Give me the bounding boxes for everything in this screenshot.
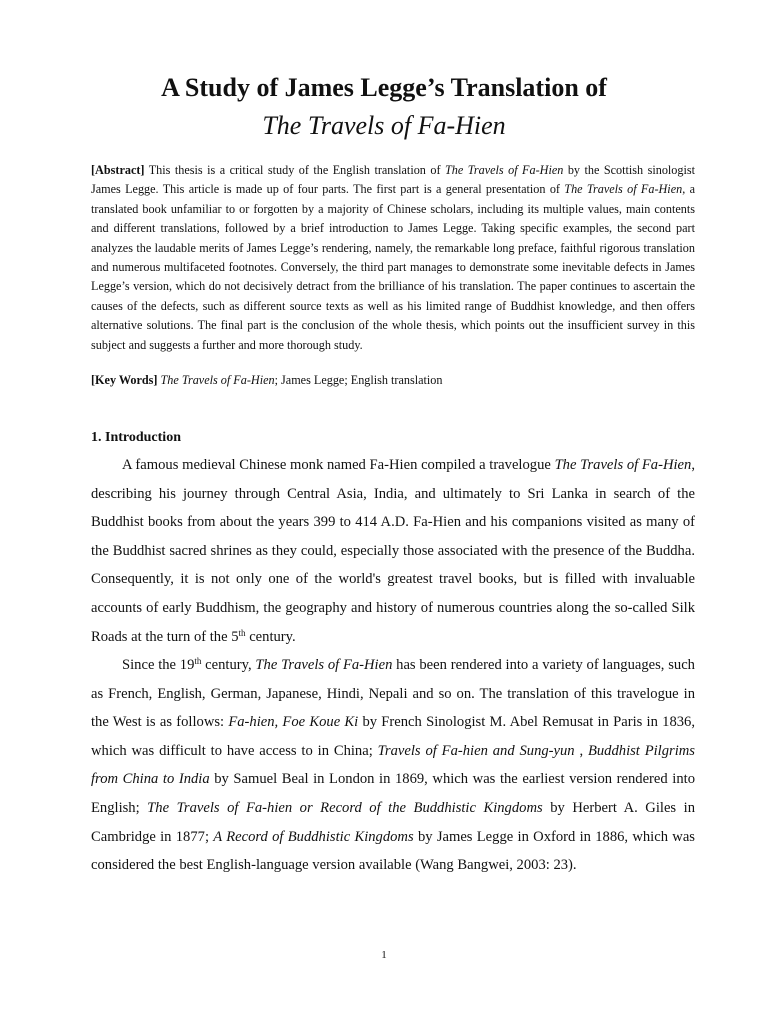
abstract-label: [Abstract] [91, 163, 145, 177]
abstract-title-ref: The Travels of Fa-Hien [564, 182, 683, 197]
body-text: , describing his journey through Central Asia, India, and ultimately to Sri Lanka in search of the Buddhist books from about the years 399 to 414 A.D. Fa-Hien and his companions visited as many of the Buddhist sacred shrines as they could, especially those associated with the presence of the Buddha. Consequently, it is not only one of the world's greatest travel books, but is filled with invaluable accounts of early Buddhism, the geography and history of numerous countries along the so-called Silk Roads at the turn of the 5 [91, 457, 695, 645]
abstract-text: by the Scottish sinologist James Legge. This article is made up of four parts. The first part is a general presentation of [91, 163, 695, 197]
body-text: Since the 19 [122, 657, 195, 673]
abstract-text: , a translated book unfamiliar to or forgotten by a majority of Chinese scholars, including its multiple values, main contents and different translations, followed by a brief introduction to James Legge. Taking specific examples, the second part analyzes the laudable merits of James Legge’s rendering, namely, the remarkable long preface, faithful rigorous translation and numerous multifaceted footnotes. Conversely, the third part manages to demonstrate some inevitable defects in James Legge’s version, which do not decisively detract from the brilliance of his translation. The paper continues to ascertain the causes of the defects, such as different source texts as well as his limited range of Buddhist knowledge, and then offers alternative solutions. The final part is the conclusion of the whole thesis, which points out the insufficient survey in this subject and suggests a further and more thorough study. [91, 182, 695, 352]
body-text: by James Legge in Oxford in 1886, which was considered the best English-language version available (Wang Bangwei, 2003: 23). [91, 828, 695, 874]
ordinal-superscript: th [238, 627, 246, 638]
body-text: century. [245, 628, 296, 645]
abstract-text: This thesis is a critical study of the English translation of [144, 163, 445, 177]
keywords-title-ref: The Travels of Fa-Hien [157, 373, 275, 387]
abstract-paragraph [91, 161, 695, 355]
book-title-ref: Buddhist Pilgrims from China to India [91, 742, 695, 788]
introduction-paragraph-2 [91, 651, 695, 880]
keywords-text: ; James Legge; English translation [274, 373, 443, 387]
body-text: century, [201, 657, 256, 673]
section-heading-introduction: 1. Introduction [91, 430, 181, 445]
body-text: has been rendered into a variety of languages, such as French, English, German, Japanese, Hindi, Nepali and so on. The translation of this travelogue in the West is as follows: [91, 657, 695, 731]
body-text: , [574, 742, 588, 759]
title-line-2: The Travels of Fa-Hien [262, 111, 506, 140]
body-text: by Herbert A. Giles in Cambridge in 1877; [91, 799, 695, 845]
book-title-ref: Travels of Fa-hien and Sung-yun [377, 742, 575, 759]
abstract-title-ref: The Travels of Fa-Hien [445, 163, 564, 177]
body-text: by French Sinologist M. Abel Remusat in Paris in 1836, which was difficult to have access to in China; [91, 714, 695, 759]
introduction-paragraph-1 [91, 451, 695, 651]
ordinal-superscript: th [194, 656, 202, 666]
keywords-label: [Key Words] [91, 373, 158, 387]
keywords-line [91, 371, 695, 390]
book-title-ref: Fa-hien, Foe Koue Ki [228, 714, 359, 731]
book-title-ref: The Travels of Fa-Hien [554, 457, 692, 473]
body-text: A famous medieval Chinese monk named Fa-Hien compiled a travelogue [122, 457, 555, 473]
book-title-ref: A Record of Buddhistic Kingdoms [213, 828, 414, 845]
book-title-ref: The Travels of Fa-hien or Record of the Buddhistic Kingdoms [147, 799, 543, 816]
book-title-ref: The Travels of Fa-Hien [255, 657, 393, 673]
body-text: by Samuel Beal in London in 1869, which was the earliest version rendered into English; [91, 771, 695, 816]
title-line-1: A Study of James Legge’s Translation of [161, 73, 607, 102]
page-number: 1 [381, 949, 387, 961]
